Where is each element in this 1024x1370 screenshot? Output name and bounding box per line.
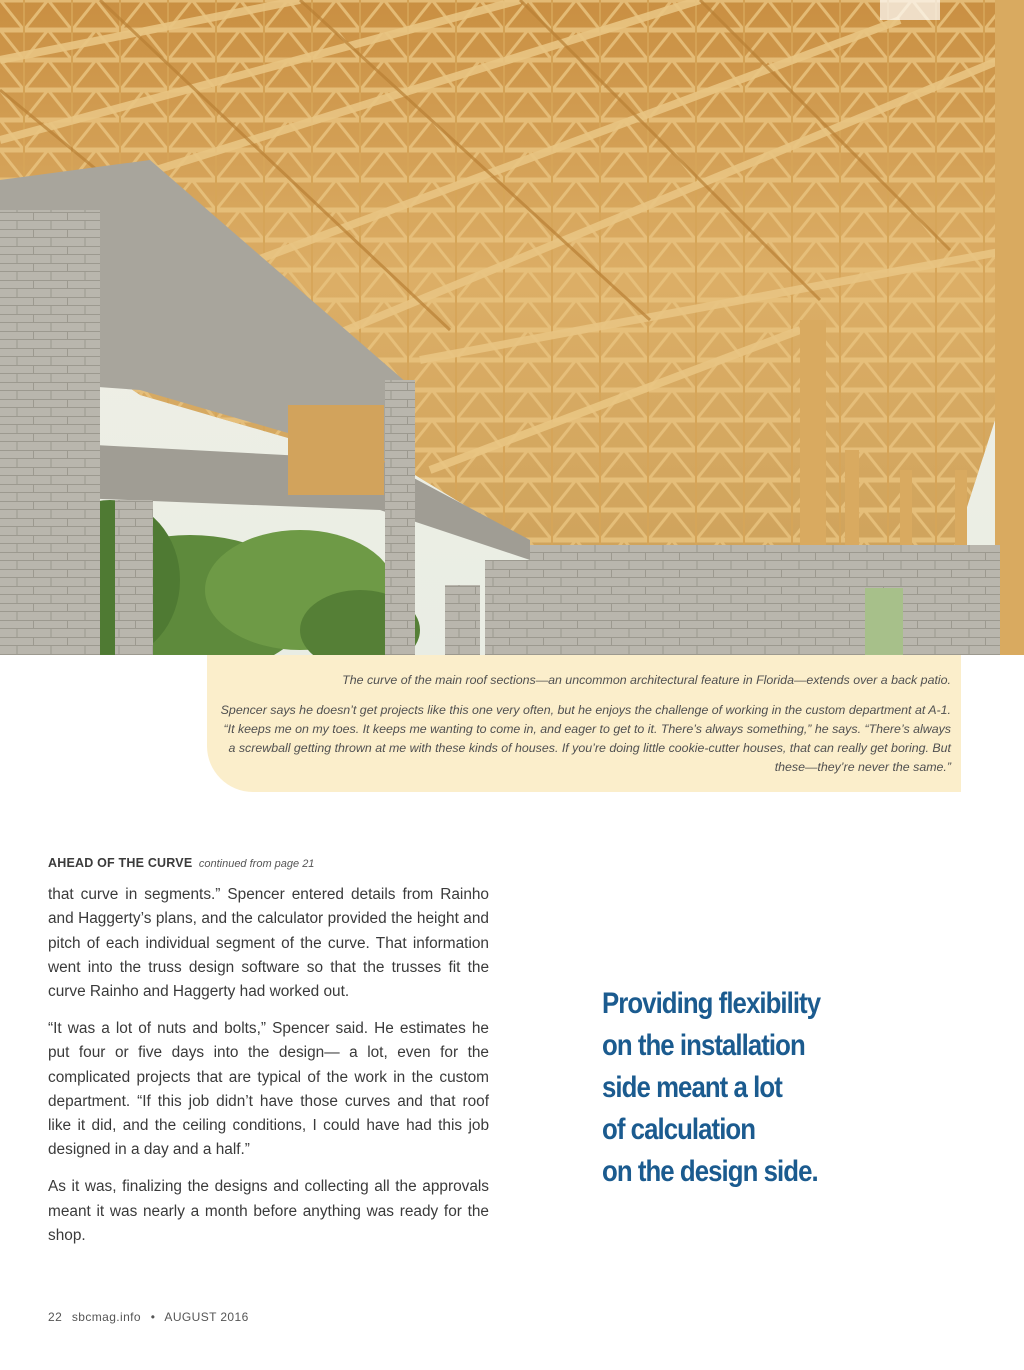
section-title: AHEAD OF THE CURVE [48, 856, 193, 870]
section-header [48, 856, 314, 870]
article-body [48, 883, 489, 1248]
pull-quote-line: Providing flexibility [602, 987, 821, 1020]
truss-construction-photo [0, 0, 1024, 655]
photo-caption-quote: Spencer says he doesn’t get projects like this one very often, but he enjoys the challenge of working in the custom department at A-1. “It keeps me on my toes. It keeps me wanting to come in, and eager to get to it. There’s always something,” he says. “There’s always a screwball getting thrown at me with these kinds of houses. If you’re doing little cookie-cutter houses, that can really get boring. But these—they’re never the same.” [220, 703, 951, 774]
pull-quote-line: of calculation [602, 1113, 756, 1146]
page-number: 22 [48, 1310, 63, 1324]
article-paragraph: “It was a lot of nuts and bolts,” Spencer said. He estimates he put four or five days into the design— a lot, even for the complicated projects that are typical of the work in the custom department. “If this job didn’t have those curves and that roof like it did, and the ceiling conditions, I could have had this job designed in a day and a half.” [48, 1019, 489, 1159]
footer-issue: AUGUST 2016 [164, 1310, 249, 1324]
footer-separator: • [150, 1310, 156, 1324]
pull-quote-line: on the design side. [602, 1155, 818, 1188]
pull-quote [602, 983, 932, 1193]
article-paragraph: that curve in segments.” Spencer entered details from Rainho and Haggerty’s plans, and the calculator provided the height and pitch of each individual segment of the curve. That information went into the truss design software so that the trusses fit the curve Rainho and Haggerty had worked out. [48, 886, 489, 1001]
pull-quote-line: on the installation [602, 1029, 805, 1062]
page-footer [48, 1310, 255, 1324]
article-paragraph: As it was, finalizing the designs and collecting all the approvals meant it was nearly a month before anything was ready for the shop. [48, 1178, 489, 1244]
photo-caption-box [207, 655, 961, 792]
photo-caption: The curve of the main roof sections—an uncommon architectural feature in Florida—extends over a back patio. [342, 673, 951, 687]
footer-site-link[interactable]: sbcmag.info [71, 1310, 141, 1324]
pull-quote-line: side meant a lot [602, 1071, 782, 1104]
continued-note: continued from page 21 [198, 858, 315, 870]
